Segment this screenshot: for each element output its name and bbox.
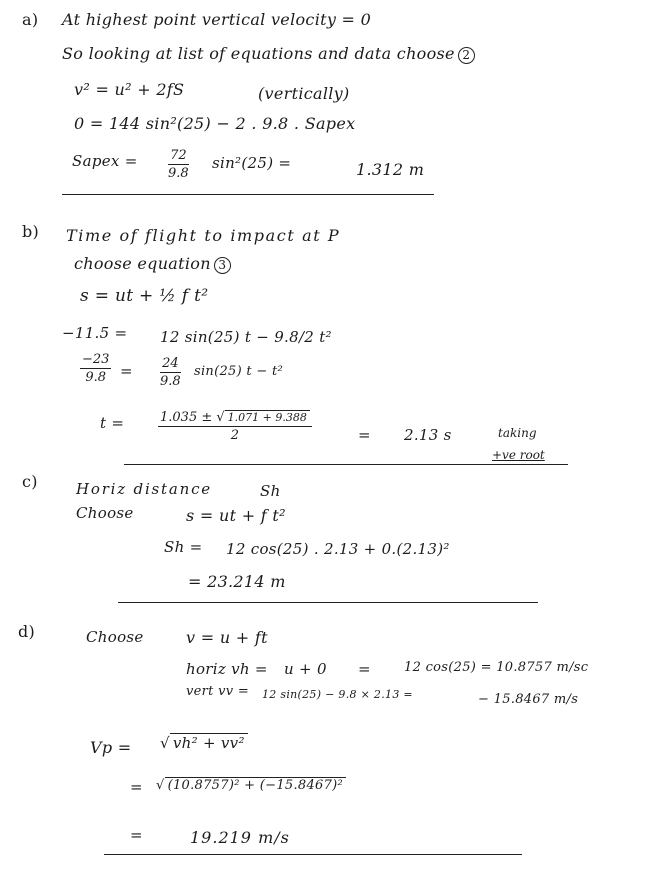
sqrt-radicand: vh² + vv² [170,733,248,752]
part-a-line5-lhs: Sapex = [72,152,138,170]
part-d-line2-expr: u + 0 [284,660,327,678]
equation-number-circle: 2 [458,47,475,64]
part-a-fraction [168,148,189,182]
part-d-line5-rhs: √ (10.8757)² + (−15.8467)² [156,778,346,793]
part-c-result: = 23.214 m [188,572,286,591]
part-d-line5-equals: = [130,778,143,796]
part-b-note-line1: taking [498,426,537,440]
part-b-result: 2.13 s [404,426,452,444]
part-c-line3-lhs: Sh = [164,538,203,556]
sqrt-radicand: (10.8757)² + (−15.8467)² [165,777,346,793]
part-d-line3-label: vert vv = [186,684,250,699]
part-b-line2: choose equation 3 [74,254,231,274]
part-b-underline [124,464,568,465]
equation-number-circle: 3 [214,257,231,274]
part-b-line4-rhs: 12 sin(25) t − 9.8/2 t² [160,328,332,346]
part-a-line5-rhs: sin²(25) = [212,154,292,172]
part-c-line2-label: Choose [76,504,134,522]
fraction-numerator: 24 [162,356,179,371]
part-b-fraction-rhs [160,356,181,390]
part-a-label: a) [22,10,39,29]
part-c-underline [118,602,538,603]
part-b-quadratic-fraction [158,410,312,444]
part-b-line1: Time of flight to impact at P [66,226,341,245]
part-d-line1-equation: v = u + ft [186,628,268,647]
part-b-fraction-lhs [80,352,111,386]
sqrt-radicand: 1.071 + 9.388 [225,410,310,424]
part-b-note-line2: +ve root [492,448,545,462]
part-a-line1: At highest point vertical velocity = 0 [62,10,372,29]
part-d-line3-expr: 12 sin(25) − 9.8 × 2.13 = [262,688,413,701]
fraction-denominator: 9.8 [85,370,107,385]
part-d-line2-label: horiz vh = [186,660,268,678]
part-a-line3-equation: v² = u² + 2fS [74,80,185,99]
part-b-line6-equals: = [358,426,371,444]
part-d-result: 19.219 m/s [190,828,290,847]
part-c-line1-symbol: Sh [260,482,281,500]
part-d-line4-rhs: √ vh² + vv² [160,734,248,752]
part-d-line2-result: 12 cos(25) = 10.8757 m/sc [404,660,589,675]
part-b-line5-equals: = [120,362,133,380]
fraction-denominator: 9.8 [168,166,189,181]
part-d-label: d) [18,622,36,641]
fraction-numerator: 1.035 ± √ 1.071 + 9.388 [158,410,312,427]
part-d-line1-label: Choose [86,628,144,646]
fraction-denominator: 9.8 [160,374,181,389]
part-d-line4-lhs: Vp = [90,738,132,757]
part-a-underline [62,194,434,195]
part-b-label: b) [22,222,40,241]
part-a-result: 1.312 m [356,160,425,179]
part-d-underline [104,854,522,855]
fraction-numerator: 72 [170,148,187,163]
part-c-label: c) [22,472,38,491]
part-d-line6-equals: = [130,826,143,844]
part-c-line2-equation: s = ut + f t² [186,506,286,525]
part-d-line3-result: − 15.8467 m/s [478,692,579,707]
part-a-line4: 0 = 144 sin²(25) − 2 . 9.8 . Sapex [74,114,356,133]
part-d-line2-equals: = [358,660,371,678]
part-a-line3-note: (vertically) [258,84,350,103]
fraction-denominator: 2 [230,428,240,443]
fraction-numerator: −23 [82,352,110,367]
part-b-line5-rhs: sin(25) t − t² [194,364,284,379]
part-c-line1: Horiz distance [76,480,212,498]
part-b-line6-lhs: t = [100,414,125,432]
part-b-line4-lhs: −11.5 = [62,324,128,342]
part-c-line3-rhs: 12 cos(25) . 2.13 + 0.(2.13)² [226,540,450,558]
part-b-line3-equation: s = ut + ½ f t² [80,286,209,306]
part-a-line2: So looking at list of equations and data choose 2 [62,44,475,64]
